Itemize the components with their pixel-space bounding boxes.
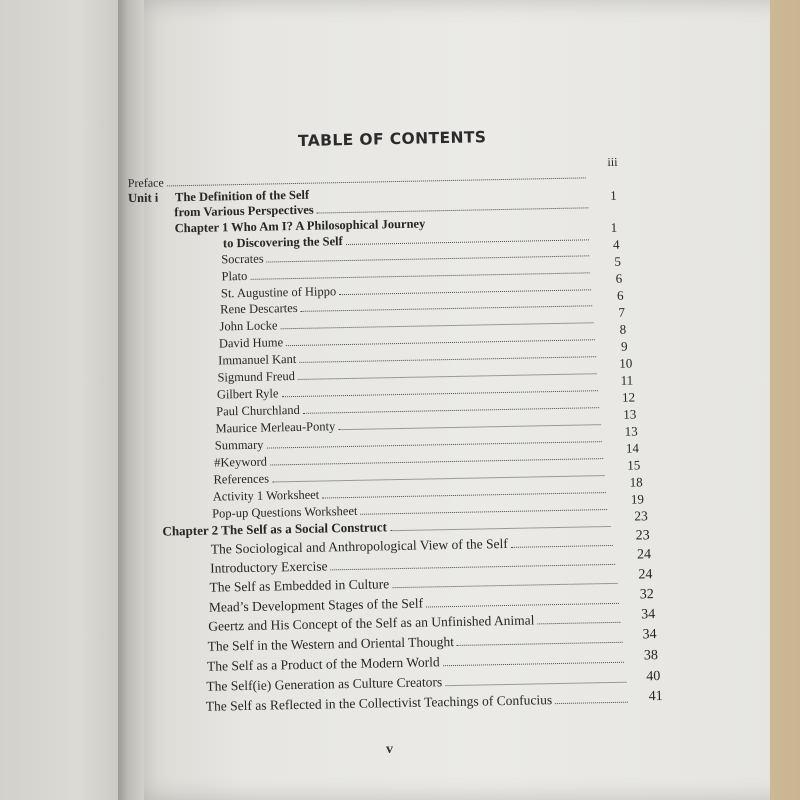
dot-leader	[299, 356, 596, 363]
toc-page-number: 41	[648, 689, 663, 705]
toc-label: Geertz and His Concept of the Self as an Unfinished Animal	[208, 612, 535, 634]
toc-page-number: 11	[620, 372, 634, 388]
unit-title-line1: The Definition of the Self	[174, 187, 310, 205]
dot-leader	[360, 509, 607, 515]
dot-leader	[555, 702, 628, 704]
toc-label: Summary	[214, 437, 264, 453]
toc-page-number: 4	[612, 236, 620, 252]
toc-page-number: 1	[609, 187, 617, 203]
toc-label: The Self as Reflected in the Collectivist Teachings of Confucius	[205, 692, 553, 714]
dot-leader	[298, 373, 597, 380]
dot-leader	[301, 305, 593, 312]
toc-page-number: 23	[635, 528, 650, 544]
toc-entry-preface	[128, 166, 586, 191]
toc-page-number: 19	[630, 491, 645, 507]
unit-number: Unit i	[127, 190, 159, 206]
toc-page-number: 32	[639, 587, 654, 603]
toc-label: The Self as Embedded in Culture	[209, 576, 390, 595]
toc-page-number: 23	[634, 508, 648, 524]
toc-label: Rene Descartes	[220, 300, 298, 317]
toc-label: Introductory Exercise	[210, 558, 328, 576]
toc-label: Mead’s Development Stages of the Self	[208, 595, 424, 615]
toc-page-number: 10	[619, 355, 633, 371]
toc-entry	[206, 691, 628, 715]
unit-title-line2: from Various Perspectives	[174, 202, 314, 220]
toc-label: The Self in the Western and Oriental Thought	[207, 634, 455, 654]
toc-page-number: 18	[629, 474, 643, 490]
toc-page-number: 15	[627, 457, 641, 473]
dot-leader	[167, 177, 586, 186]
chapter1-title-line1: Chapter 1 Who Am I? A Philosophical Journey	[174, 216, 426, 236]
toc-page-number: 34	[642, 627, 657, 643]
toc-page-number: 13	[624, 423, 638, 439]
dot-leader	[537, 622, 620, 625]
toc-page-number: 13	[623, 406, 637, 422]
toc-label: References	[213, 471, 270, 487]
toc-label: Sigmund Freud	[217, 369, 296, 385]
dot-leader	[317, 207, 589, 213]
footer-page-number: v	[386, 742, 393, 757]
dot-leader	[445, 682, 626, 686]
dot-leader	[392, 583, 617, 588]
toc-page-number: 5	[614, 253, 622, 269]
toc-page-number: 24	[638, 567, 653, 583]
toc-label: Activity 1 Worksheet	[212, 487, 320, 504]
dot-leader	[390, 526, 610, 531]
dot-leader	[511, 545, 613, 548]
toc-page-number: 6	[615, 270, 623, 286]
toc-label: Pop-up Questions Worksheet	[212, 503, 358, 521]
toc-label: John Locke	[219, 318, 278, 334]
dot-leader	[322, 492, 606, 498]
toc-page-number: 40	[646, 669, 661, 685]
toc-page-number: 38	[643, 648, 659, 664]
toc-label: Socrates	[221, 251, 264, 267]
page-title: TABLE OF CONTENTS	[297, 128, 487, 151]
toc-label: Gilbert Ryle	[216, 386, 279, 402]
toc-label: #Keyword	[214, 454, 268, 470]
toc-page-number: 12	[621, 389, 636, 405]
toc-label: St. Augustine of Hippo	[220, 284, 337, 301]
toc-label: Plato	[221, 268, 248, 284]
toc-label: Paul Churchland	[216, 402, 300, 419]
dot-leader	[331, 564, 616, 570]
toc-label: The Self as a Product of the Modern World	[206, 654, 440, 674]
dot-leader	[426, 603, 619, 608]
toc-label: Maurice Merleau-Ponty	[215, 419, 336, 436]
toc-page-number: iii	[607, 154, 618, 169]
dot-leader	[457, 642, 623, 646]
chapter1-title-line2: to Discovering the Self	[222, 234, 343, 251]
toc-label: David Hume	[218, 335, 284, 351]
toc-page-number: 24	[636, 547, 652, 563]
toc-label: Immanuel Kant	[218, 351, 297, 368]
toc-page-number: 1	[610, 219, 618, 235]
toc-page-number: 7	[618, 304, 625, 320]
toc-page-number: 34	[641, 607, 656, 623]
dot-leader	[338, 424, 600, 430]
dot-leader	[303, 407, 599, 414]
toc-label: The Sociological and Anthropological View of the Self	[210, 535, 508, 557]
dot-leader	[443, 662, 624, 666]
toc-page-number: 14	[625, 440, 640, 456]
toc-page-number: 6	[616, 287, 624, 303]
toc-page-number: 8	[619, 321, 627, 337]
toc-label: The Self(ie) Generation as Culture Creators	[206, 674, 443, 694]
toc-label: Preface	[127, 175, 164, 191]
chapter2-title: Chapter 2 The Self as a Social Construct	[162, 519, 388, 539]
toc-page-number: 9	[620, 338, 628, 354]
